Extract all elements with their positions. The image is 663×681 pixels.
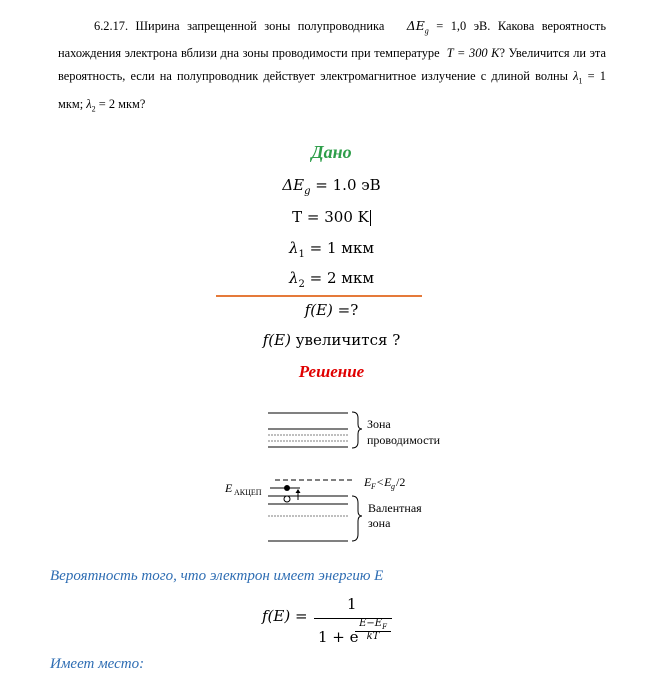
lambda1-sub: 1 [578, 76, 583, 86]
find2-rest: увеличится ? [290, 331, 401, 349]
find2-fn: f(E) [262, 331, 291, 349]
conduction-label-1: Зона [367, 417, 391, 431]
formula-lhs-text: f(E) = [262, 607, 308, 625]
find1-fn: f(E) [304, 301, 333, 319]
given-temp-line: T = 300 K [292, 208, 369, 226]
exp-sub: F [382, 623, 387, 631]
find-1 [0, 301, 663, 319]
formula-denominator [318, 628, 359, 646]
lambda1-val: = 1 мкм; [58, 69, 606, 111]
fermi-rel: <E [376, 475, 392, 489]
occurs-text: Имеет место: [50, 656, 145, 672]
given-l2-rhs: = 2 мкм [309, 269, 375, 287]
find1-rest: =? [332, 301, 359, 319]
fermi-label: E [364, 475, 372, 489]
given-lambda1 [0, 239, 663, 260]
given-divider [216, 295, 422, 297]
fermi-sub: F [371, 482, 376, 491]
problem-line2-end: ? Увеличится ли [499, 46, 587, 61]
problem-statement [58, 14, 606, 120]
lambda2: λ [86, 96, 92, 111]
acceptor-label: E [225, 481, 233, 495]
arrow-head [296, 489, 301, 493]
temp-value: T = 300 K [446, 46, 500, 61]
given-l1-lhs: λ [288, 239, 299, 257]
find-2 [0, 331, 663, 349]
formula-exponent [355, 618, 391, 642]
problem-line2: нахождения электрона вблизи дна зоны проводимости при температуре [58, 46, 440, 61]
lambda2-sub: 2 [91, 104, 96, 114]
exp-num: E−E [359, 618, 383, 629]
lambda1: λ [573, 69, 579, 84]
band-diagram [0, 400, 663, 550]
conduction-label-2: проводимости [367, 433, 441, 447]
given-l2-sub: 2 [298, 279, 305, 290]
acceptor-sub: АКЦЕП [234, 488, 262, 497]
acceptor-electron [284, 485, 290, 491]
problem-line3: эта вероятность, если на полупроводник действует электромагнитное излучение с длиной волны [58, 46, 606, 84]
text-cursor [370, 210, 371, 226]
given-l1-sub: 1 [298, 249, 305, 260]
conduction-brace [352, 412, 362, 448]
given-l1-rhs: = 1 мкм [309, 239, 375, 257]
delta-eg-sub: g [424, 26, 429, 36]
given-l2-lhs: λ [288, 269, 299, 287]
delta-eg: ΔE [406, 18, 425, 33]
lambda2-val: = 2 мкм? [98, 96, 146, 111]
valence-brace [352, 496, 362, 541]
given-eg-rhs: = 1.0 эВ [315, 176, 381, 194]
exp-den: kT [355, 631, 391, 642]
solution-heading: Решение [298, 362, 365, 381]
given-heading: Дано [311, 142, 352, 162]
probability-text: Вероятность того, что электрон имеет энергию E [50, 568, 384, 584]
fermi-sub2: g [391, 482, 395, 491]
eg-value: = 1,0 эВ. Какова вероятность [436, 19, 606, 33]
valence-hole [284, 496, 290, 502]
valence-label-2: зона [368, 516, 391, 530]
given-eg-lhs: ΔE [282, 176, 305, 194]
given-eg-sub: g [304, 186, 311, 197]
fermi-tail: /2 [396, 475, 406, 489]
formula-den-base: 1 + e [318, 628, 359, 646]
given-lambda2 [0, 269, 663, 290]
given-eg [0, 176, 663, 197]
formula-lhs [262, 607, 308, 625]
formula-numerator: 1 [347, 595, 357, 613]
problem-line1: 6.2.17. Ширина запрещенной зоны полупроводника [94, 19, 385, 33]
given-temp [0, 208, 663, 226]
valence-label-1: Валентная [368, 501, 422, 515]
